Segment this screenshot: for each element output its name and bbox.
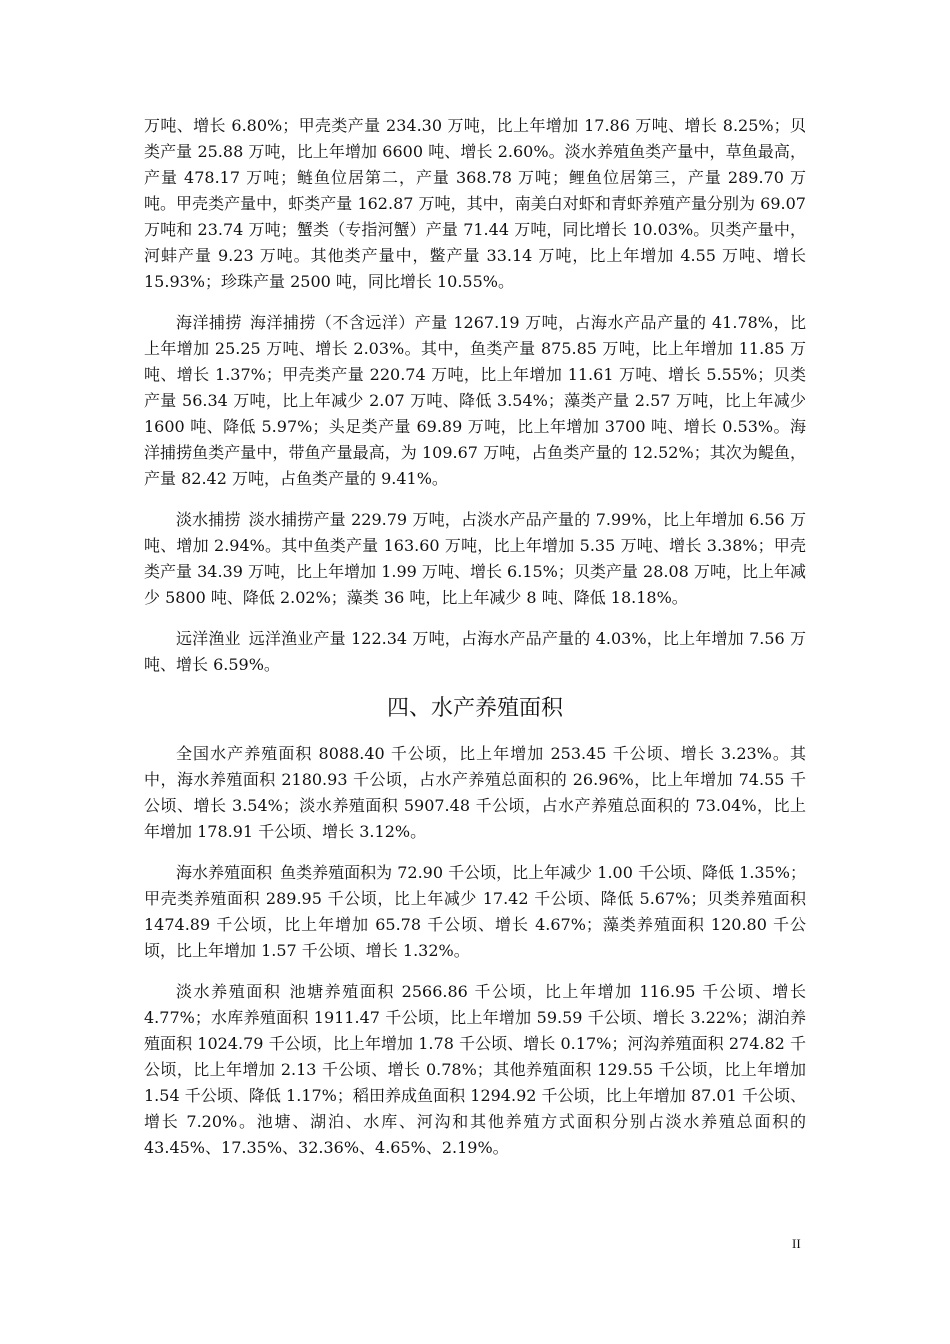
- paragraph-freshwater-fishing: [144, 507, 806, 611]
- paragraph-lead-marine-fishing: 海洋捕捞: [176, 313, 242, 332]
- paragraph-aquaculture-continuation: 万吨、增长 6.80%；甲壳类产量 234.30 万吨，比上年增加 17.86 万吨、增长 8.25%；贝类产量 25.88 万吨，比上年增加 6600 吨、增长 2.60%。淡水养殖鱼类产量中，草鱼最高，产量 478.17 万吨；鲢鱼位居第二，产量 368.78 万吨；鲤鱼位居第三，产量 289.70 万吨。甲壳类产量中，虾类产量 162.87 万吨，其中，南美白对虾和青虾养殖产量分别为 69.07 万吨和 23.74 万吨；蟹类（专指河蟹）产量 71.44 万吨，同比增长 10.03%。贝类产量中，河蚌产量 9.23 万吨。其他类产量中，鳖产量 33.14 万吨，比上年增加 4.55 万吨、增长 15.93%；珍珠产量 2500 吨，同比增长 10.55%。: [144, 116, 806, 291]
- paragraph-lead-freshwater-area: 淡水养殖面积: [176, 982, 282, 1001]
- paragraph-marine-aquaculture-area: [144, 860, 806, 964]
- paragraph-body-freshwater-fishing: 淡水捕捞产量 229.79 万吨，占淡水产品产量的 7.99%，比上年增加 6.56 万吨、增加 2.94%。其中鱼类产量 163.60 万吨，比上年增加 5.35 万吨、增长 3.38%；甲壳类产量 34.39 万吨，比上年增加 1.99 万吨、增长 6.15%；贝类产量 28.08 万吨，比上年减少 5800 吨、降低 2.02%；藻类 36 吨，比上年减少 8 吨、降低 18.18%。: [144, 510, 806, 607]
- page-number: II: [792, 1236, 801, 1251]
- page-content: [144, 113, 806, 1176]
- paragraph-marine-fishing: [144, 310, 806, 492]
- paragraph-distant-water-fishery: [144, 626, 806, 678]
- paragraph-body-marine-area: 鱼类养殖面积为 72.90 千公顷，比上年减少 1.00 千公顷、降低 1.35%；甲壳类养殖面积 289.95 千公顷，比上年减少 17.42 千公顷、降低 5.67%；贝类养殖面积 1474.89 千公顷，比上年增加 65.78 千公顷、增长 4.67%；藻类养殖面积 120.80 千公顷，比上年增加 1.57 千公顷、增长 1.32%。: [144, 863, 806, 960]
- paragraph-body-freshwater-area: 池塘养殖面积 2566.86 千公顷，比上年增加 116.95 千公顷、增长 4.77%；水库养殖面积 1911.47 千公顷，比上年增加 59.59 千公顷、增长 3.22%；湖泊养殖面积 1024.79 千公顷，比上年增加 1.78 千公顷、增长 0.17%；河沟养殖面积 274.82 千公顷，比上年增加 2.13 千公顷、增长 0.78%；其他养殖面积 129.55 千公顷，比上年增加 1.54 千公顷、降低 1.17%；稻田养成鱼面积 1294.92 千公顷，比上年增加 87.01 千公顷、增长 7.20%。池塘、湖泊、水库、河沟和其他养殖方式面积分别占淡水养殖总面积的 43.45%、17.35%、32.36%、4.65%、2.19%。: [144, 982, 806, 1157]
- paragraph-lead-freshwater-fishing: 淡水捕捞: [176, 510, 241, 529]
- paragraph-body-marine-fishing: 海洋捕捞（不含远洋）产量 1267.19 万吨，占海水产品产量的 41.78%，比上年增加 25.25 万吨、增长 2.03%。其中，鱼类产量 875.85 万吨，比上年增加 11.85 万吨、增长 1.37%；甲壳类产量 220.74 万吨，比上年增加 11.61 万吨、增长 5.55%；贝类产量 56.34 万吨，比上年减少 2.07 万吨、降低 3.54%；藻类产量 2.57 万吨，比上年减少 1600 吨、降低 5.97%；头足类产量 69.89 万吨，比上年增加 3700 吨、增长 0.53%。海洋捕捞鱼类产量中，带鱼产量最高，为 109.67 万吨，占鱼类产量的 12.52%；其次为鳀鱼，产量 82.42 万吨，占鱼类产量的 9.41%。: [144, 313, 806, 488]
- paragraph-freshwater-aquaculture-area: [144, 979, 806, 1161]
- paragraph-lead-distant-water: 远洋渔业: [176, 629, 241, 648]
- paragraph-aquaculture-area-intro: 全国水产养殖面积 8088.40 千公顷，比上年增加 253.45 千公顷、增长 3.23%。其中，海水养殖面积 2180.93 千公顷，占水产养殖总面积的 26.96%，比上年增加 74.55 千公顷、增长 3.54%；淡水养殖面积 5907.48 千公顷，占水产养殖总面积的 73.04%，比上年增加 178.91 千公顷、增长 3.12%。: [144, 744, 806, 841]
- section-heading-aquaculture-area: 四、水产养殖面积: [386, 696, 563, 721]
- paragraph-body-distant-water: 远洋渔业产量 122.34 万吨，占海水产品产量的 4.03%，比上年增加 7.56 万吨、增长 6.59%。: [144, 629, 806, 674]
- paragraph-lead-marine-area: 海水养殖面积: [176, 863, 273, 882]
